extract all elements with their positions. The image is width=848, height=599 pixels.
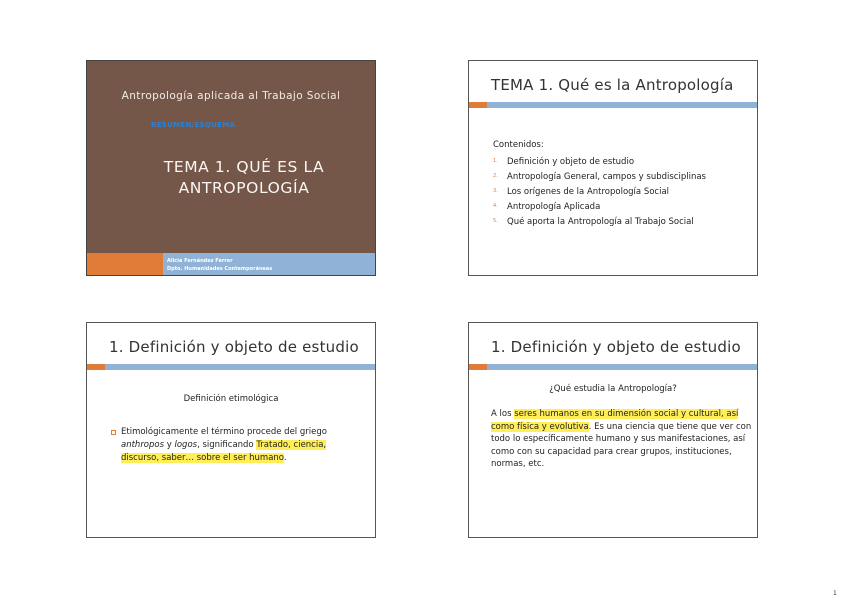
list-item: [493, 214, 706, 229]
author-dept: Dpto. Humanidades Contemporáneas: [167, 266, 273, 272]
section-heading: ¿Qué estudia la Antropología?: [549, 384, 677, 394]
bullet-term-logos: logos: [174, 440, 198, 450]
list-text: Antropología Aplicada: [507, 202, 601, 212]
rule-orange: [87, 364, 105, 370]
slide-heading: 1. Definición y objeto de estudio: [491, 338, 741, 356]
list-text: Los orígenes de la Antropología Social: [507, 187, 670, 197]
slide-title: [86, 60, 376, 276]
para-text-start: A los: [491, 409, 515, 419]
rule-orange: [469, 102, 487, 108]
slide-subtitle: RESUMEN/ESQUEMA: [151, 121, 236, 129]
slide-heading: TEMA 1. Qué es la Antropología: [491, 76, 734, 94]
slide-contents: [468, 60, 758, 276]
page-number: 1: [833, 590, 837, 597]
author-block: [167, 257, 272, 273]
list-item: [493, 199, 706, 214]
bullet-square-icon: [111, 430, 116, 435]
list-number: 4.: [493, 203, 498, 209]
contents-list: [493, 154, 706, 229]
list-text: Definición y objeto de estudio: [507, 157, 635, 167]
list-text: Antropología General, campos y subdisciplinas: [507, 172, 706, 182]
bullet-text-2: y: [164, 440, 175, 450]
contents-label: Contenidos:: [493, 140, 544, 150]
list-item: [493, 184, 706, 199]
list-number: 2.: [493, 173, 498, 179]
list-number: 3.: [493, 188, 498, 194]
highlighted-text: Tratado, ciencia, discurso, saber… sobre el ser humano: [121, 440, 327, 463]
para-text-rest: . Es una ciencia que tiene que ver con todo lo específicamente humano y sus manifestaciones, así como con su capacidad para crear grupos, instituciones, normas, etc.: [491, 421, 752, 469]
rule-orange: [469, 364, 487, 370]
rule-blue: [105, 364, 375, 370]
list-number: 1.: [493, 158, 498, 164]
list-item: [493, 169, 706, 184]
list-item: [493, 154, 706, 169]
list-text: Qué aporta la Antropología al Trabajo Social: [507, 217, 694, 227]
bullet-text-3: , significando: [197, 440, 257, 450]
slide-heading: 1. Definición y objeto de estudio: [109, 338, 359, 356]
highlighted-text: seres humanos en su dimensión social y cultural, así como física y evolutiva: [491, 409, 739, 432]
accent-bar-orange: [87, 253, 163, 276]
main-title: [143, 157, 345, 199]
bullet-paragraph: [111, 426, 361, 465]
section-heading: Definición etimológica: [183, 394, 279, 404]
bullet-term-anthropos: anthropos: [121, 440, 165, 450]
rule-blue: [487, 102, 757, 108]
main-title-line1: TEMA 1. QUÉ ES LA: [163, 158, 325, 176]
author-name: Alicia Fernández Ferrer: [167, 258, 233, 264]
rule-blue: [487, 364, 757, 370]
course-title: Antropología aplicada al Trabajo Social: [121, 90, 341, 102]
bullet-text-end: .: [283, 453, 287, 463]
list-number: 5.: [493, 218, 498, 224]
main-title-line2: ANTROPOLOGÍA: [178, 179, 310, 197]
body-paragraph: [491, 408, 753, 471]
bullet-text-1: Etimológicamente el término procede del griego: [121, 427, 327, 437]
slide-definition: [86, 322, 376, 538]
slide-object-of-study: [468, 322, 758, 538]
